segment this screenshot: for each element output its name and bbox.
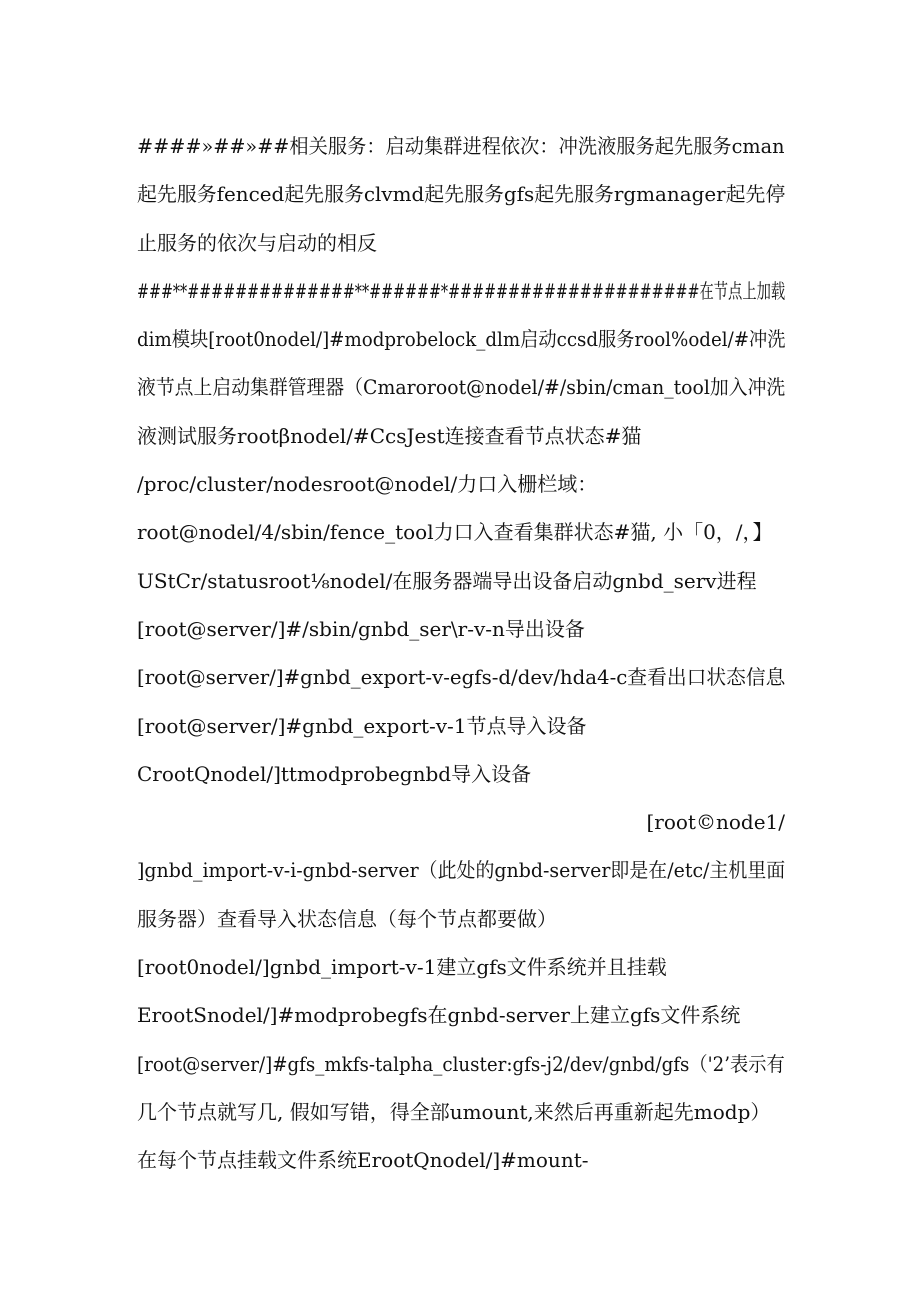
- text-line: 在每个节点挂载文件系统ErootQnodel/]#mount-: [137, 1148, 589, 1173]
- text-line: [root@server/]#/sbin/gnbd_ser\r-v-n导出设备: [137, 616, 585, 641]
- text-line: root@nodel/4/sbin/fence_tool力口入查看集群状态#猫, 小「0，/，】: [137, 520, 773, 545]
- text-line: 止服务的依次与启动的相反: [137, 230, 377, 255]
- text-line: 液测试服务rootβnodel/#CcsJest连接查看节点状态#猫: [137, 423, 642, 448]
- text-line: CrootQnodel∕]ttmodprobegnbd导入设备: [137, 761, 532, 786]
- text-line: [root@server/]#gfs_mkfs-talpha_cluster:gfs-j2/dev/gnbd/gfs（'2’表示有: [137, 1051, 785, 1076]
- text-line: [root©node1/: [646, 810, 785, 835]
- text-line: ]gnbd_import-v-i-gnbd-server（此处的gnbd-server即是在/etc/主机里面: [137, 858, 785, 883]
- text-line: [root@server/]#gnbd_export-v-1节点导入设备: [137, 713, 587, 738]
- text-line: ErootSnodel/]#modprobegfs在gnbd-server上建立gfs文件系统: [137, 1003, 741, 1028]
- text-line: dim模块[root0nodel/]#modprobelock_dlm启动ccsd服务rool%odel/#冲洗: [137, 327, 785, 352]
- text-line: UStCr/statusroot⅛nodel/在服务器端导出设备启动gnbd_serv进程: [137, 568, 757, 593]
- text-line: ####»##»##相关服务：启动集群进程依次：冲洗液服务起先服务cman: [137, 134, 785, 158]
- text-line: ∕proc∕cluster/nodesroot@nodel/力口入栅栏域：: [137, 472, 598, 497]
- text-line: [root@server/]#gnbd_export-v-egfs-d/dev/hda4-c查看出口状态信息: [137, 665, 785, 690]
- text-line: 几个节点就写几, 假如写错，得全部umount,来然后再重新起先modp）: [137, 1099, 771, 1124]
- text-line: [root0nodel/]gnbd_import-v-1建立gfs文件系统并且挂载: [137, 955, 667, 980]
- text-line: ###**##############**######*#####################在节点上加载: [137, 278, 785, 303]
- text-line: 服务器）查看导入状态信息（每个节点都要做）: [137, 906, 557, 931]
- text-line: 液节点上启动集群管理器（Cmaroroot@nodel/#∕sbin∕cman_tool加入冲洗: [137, 375, 785, 400]
- text-line: 起先服务fenced起先服务clvmd起先服务gfs起先服务rgmanager起先停: [137, 182, 785, 207]
- document-body: [137, 124, 785, 1187]
